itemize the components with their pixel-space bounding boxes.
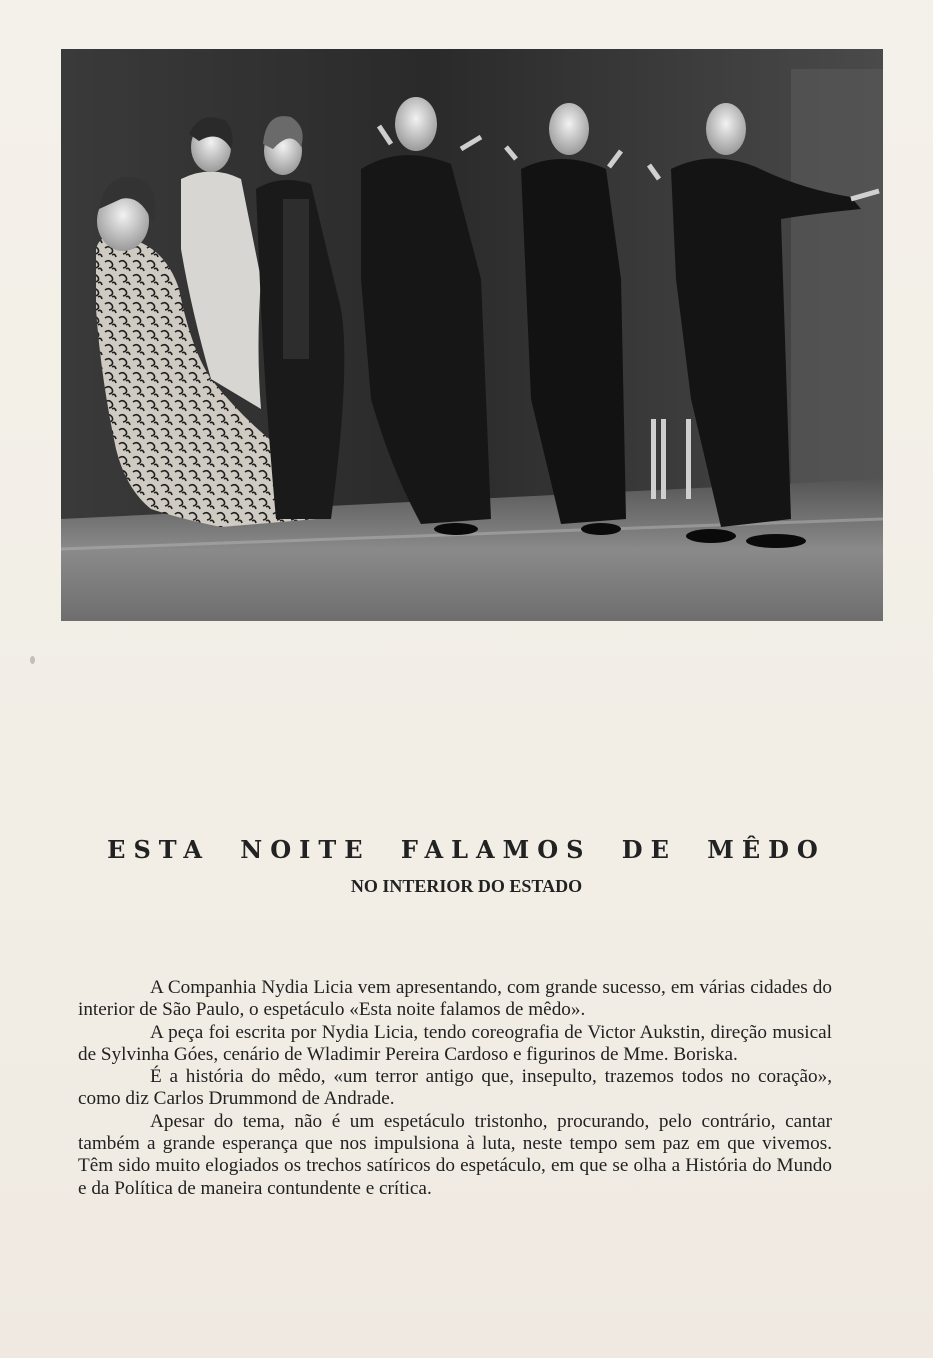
stage-performance-photo [61,49,883,621]
article-body [78,977,832,1200]
paragraph: A peça foi escrita por Nydia Licia, tendo coreografia de Victor Aukstin, direção musical de Sylvinha Góes, cenário de Wladimir Pereira Cardoso e figurinos de Mme. Boriska. [78,1021,832,1065]
paragraph: Apesar do tema, não é um espetáculo tristonho, procurando, pelo contrário, cantar também a grande esperança que nos impulsiona à luta, neste tempo sem paz em que vivemos. Têm sido muito elogiados os trechos satíricos do espetáculo, em que se olha a História do Mundo e da Política de maneira contundente e crítica. [78,1110,832,1199]
paragraph: É a história do mêdo, «um terror antigo que, insepulto, trazemos todos no coração», como diz Carlos Drummond de Andrade. [78,1066,832,1110]
paper-stain [30,656,35,664]
article-title: ESTA NOITE FALAMOS DE MÊDO [107,835,826,864]
paragraph: A Companhia Nydia Licia vem apresentando, com grande sucesso, em várias cidades do interior de São Paulo, o espetáculo «Esta noite falamos de mêdo». [78,977,832,1021]
article-subtitle: NO INTERIOR DO ESTADO [350,876,583,896]
